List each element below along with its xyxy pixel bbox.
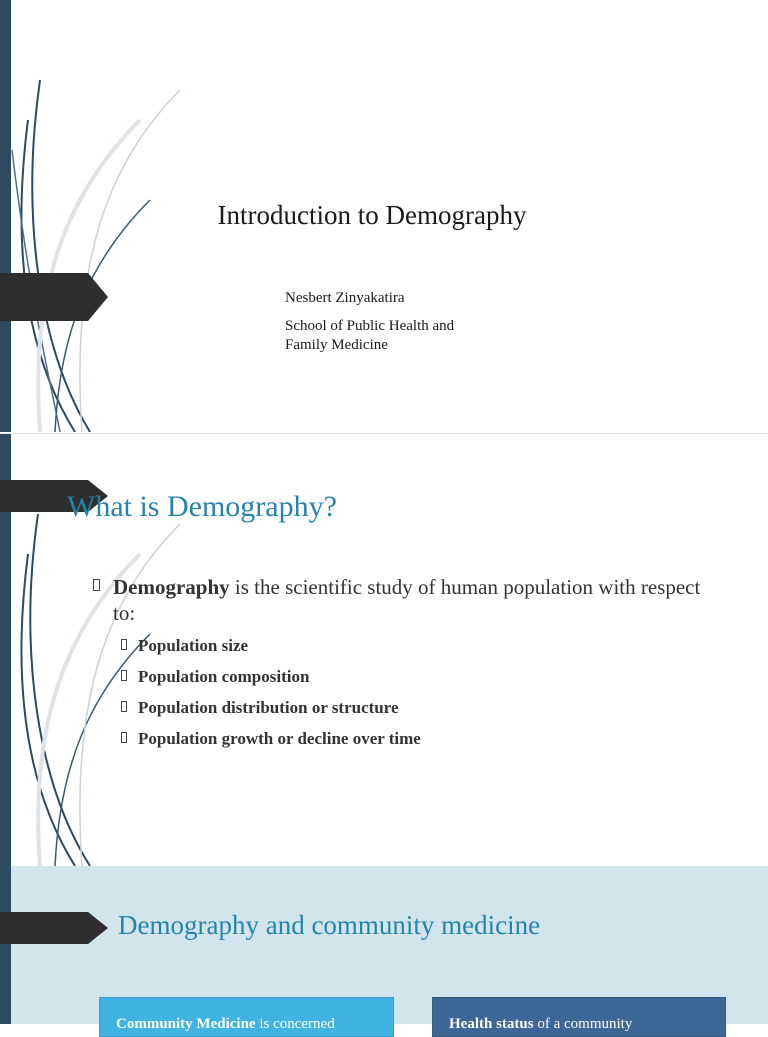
box-text: of a community (533, 1016, 633, 1032)
bullet-icon (121, 701, 127, 712)
title-slide (0, 0, 768, 432)
bullet-icon (121, 670, 127, 681)
author-affiliation: School of Public Health and Family Medicine (285, 318, 455, 353)
list-item (138, 636, 421, 656)
bullet-icon (121, 732, 127, 743)
section-heading: What is Demography? (67, 490, 337, 523)
slide-title: Introduction to Demography (217, 200, 527, 230)
info-box-health-status (432, 997, 726, 1037)
author-name: Nesbert Zinyakatira (285, 290, 405, 306)
list-item-label: Population growth or decline over time (138, 729, 421, 748)
list-item-label: Population composition (138, 667, 310, 686)
list-item (138, 667, 421, 687)
slide-left-bar (0, 866, 11, 1024)
list-item-label: Population distribution or structure (138, 698, 399, 717)
list-item (138, 729, 421, 749)
list-item (138, 698, 421, 718)
definition-text (113, 574, 713, 626)
bullet-icon (93, 579, 100, 591)
section-heading: Demography and community medicine (118, 910, 541, 940)
box-term: Community Medicine (116, 1016, 256, 1032)
bullet-icon (121, 639, 127, 650)
list-item-label: Population size (138, 636, 249, 655)
aspect-list (138, 636, 421, 760)
definition-body: is the scientific study of human population with respect to: (113, 575, 701, 625)
box-text: is concerned (255, 1016, 335, 1032)
definition-term: Demography (113, 575, 230, 599)
section-tag (0, 273, 108, 321)
box-term: Health status (449, 1016, 534, 1032)
section-tag (0, 912, 108, 944)
info-box-community-medicine (99, 997, 394, 1037)
